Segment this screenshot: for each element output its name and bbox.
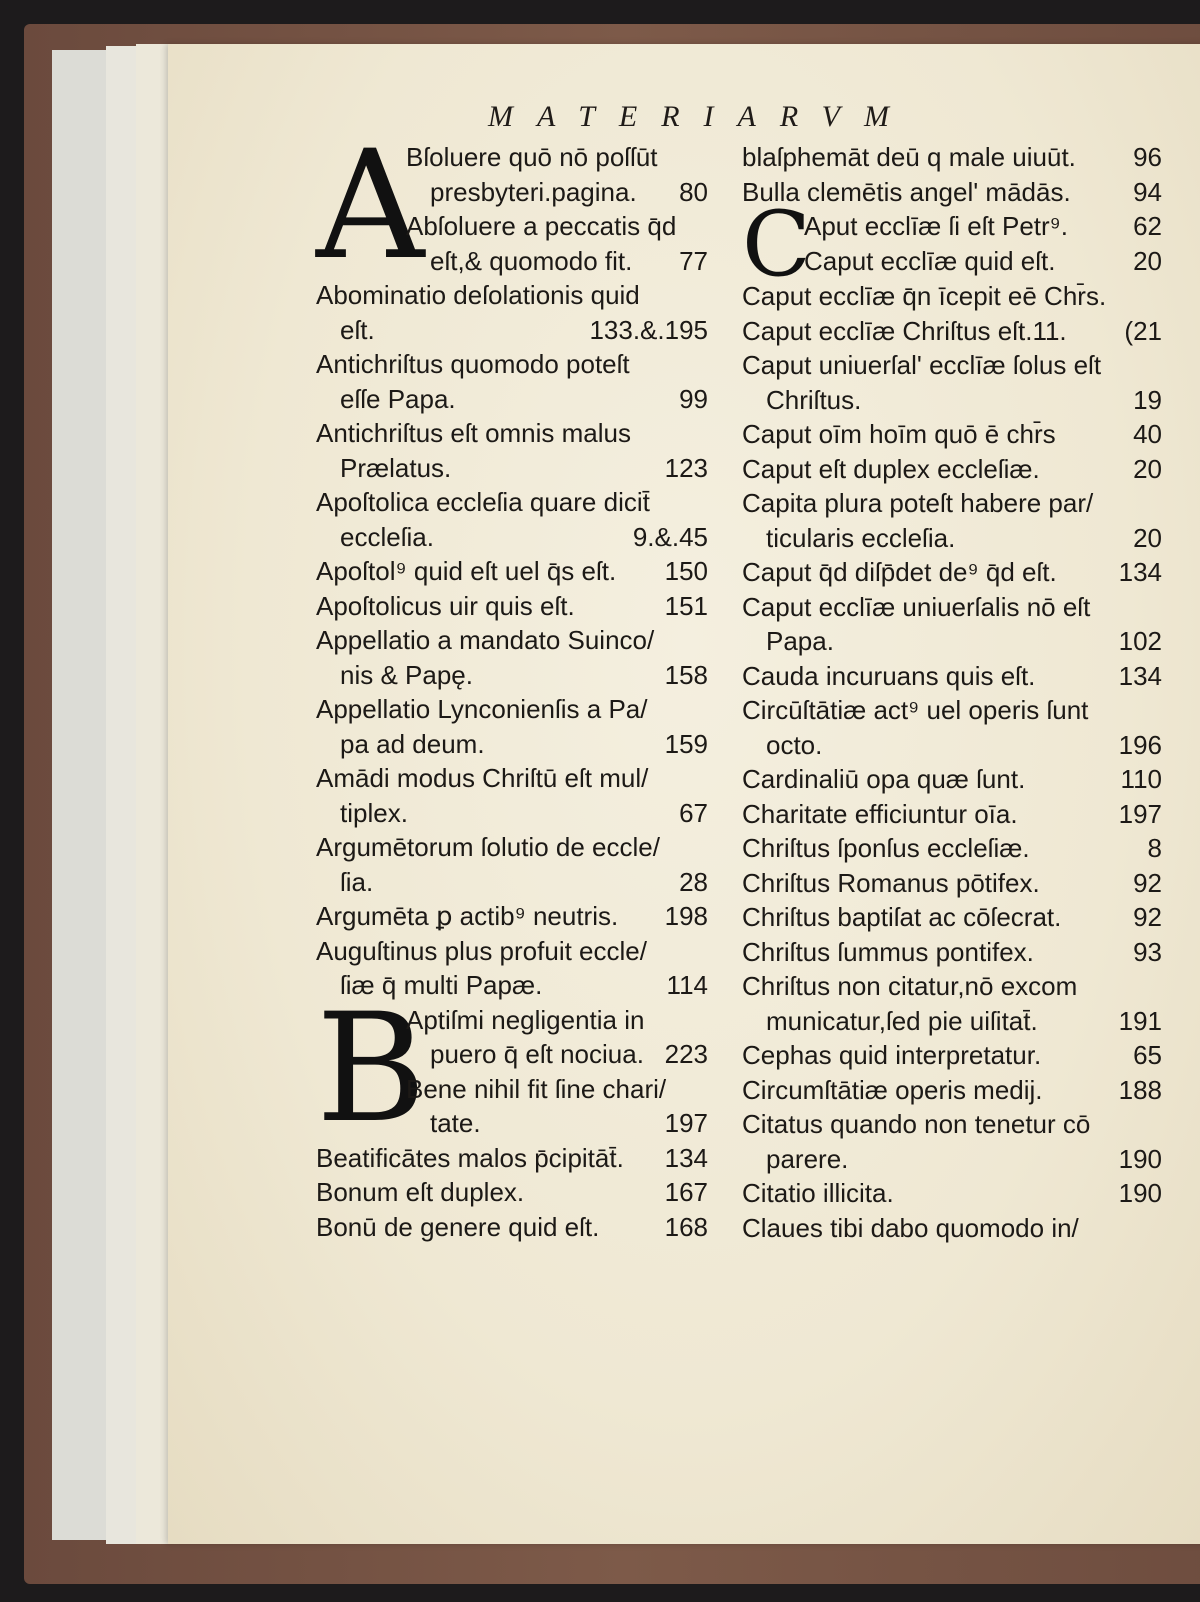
index-entry (742, 762, 1162, 797)
index-entry-line (742, 348, 1162, 383)
entry-text: eſſe Papa. (340, 383, 456, 414)
index-entry-line (742, 383, 1162, 418)
entry-text: Apoſtolicus uir quis eſt. (316, 590, 575, 621)
page-reference: 223 (664, 1039, 708, 1069)
page-reference: 20 (1133, 453, 1162, 484)
entry-text: Argumēta ꝑ actib⁹ neutris. (316, 901, 619, 931)
page-reference: 28 (679, 866, 708, 897)
index-entry (316, 830, 708, 899)
index-entry (316, 1210, 708, 1245)
drop-cap-entries (406, 140, 708, 278)
index-entry-line (804, 244, 1162, 279)
entry-text: Capita plura poteſt habere par/ (742, 488, 1094, 518)
index-entry (316, 347, 708, 416)
entry-text: Appellatio a mandato Suinco/ (316, 625, 655, 655)
index-entry-line (406, 1072, 708, 1107)
index-entry (742, 1107, 1162, 1176)
index-entry-line (316, 347, 708, 382)
running-head: MATERIARVM (488, 100, 913, 133)
index-entry (742, 590, 1162, 659)
drop-cap-initial: A (316, 119, 425, 293)
page-reference: 8 (1147, 833, 1162, 863)
index-entry-line (742, 555, 1162, 590)
entry-text: Bonū de genere quid eſt. (316, 1211, 600, 1242)
page-reference: 190 (1118, 1178, 1162, 1208)
index-entry-line (406, 1037, 708, 1072)
page-reference: 196 (1118, 729, 1162, 760)
index-entry-line (742, 659, 1162, 694)
page-reference: 198 (664, 901, 708, 931)
index-entry-line (316, 416, 708, 451)
drop-cap-entries (406, 1003, 708, 1141)
index-entry (406, 140, 708, 209)
entry-text: Chriſtus baptiſat ac cōſecrat. (742, 902, 1062, 932)
page-reference: (21 (1124, 315, 1162, 346)
page-reference: 133.&.195 (589, 314, 708, 345)
index-entry (316, 899, 708, 934)
entry-text: Chriſtus ſponſus eccleſiæ. (742, 833, 1030, 863)
drop-cap-entries (804, 209, 1162, 279)
entry-text: Charitate efficiuntur oīa. (742, 798, 1018, 829)
entry-text: Abſoluere a peccatis q̄d (406, 211, 677, 241)
entry-text: nis & Papę. (340, 659, 473, 690)
page-reference: 134 (1118, 557, 1162, 587)
entry-text: ſiæ q̄ multi Papæ. (340, 970, 543, 1000)
index-entry (316, 1175, 708, 1210)
entry-text: Aput ecclīæ ſi eſt Petr⁹. (804, 211, 1069, 241)
section-initial-block (316, 119, 708, 293)
index-entry (316, 692, 708, 761)
index-entry-line (742, 1038, 1162, 1073)
index-entry-line (742, 935, 1162, 970)
index-entry-line (742, 140, 1162, 175)
index-entry-line (316, 520, 708, 555)
page-reference: 102 (1118, 626, 1162, 656)
page-reference: 80 (679, 176, 708, 207)
entry-text: Abominatio deſolationis quid (316, 280, 640, 310)
index-entry-line (316, 796, 708, 831)
index-entry-line (316, 830, 708, 865)
index-entry-line (316, 313, 708, 348)
index-entry-line (742, 728, 1162, 763)
entry-text: ſia. (340, 866, 374, 897)
index-entry-line (742, 693, 1162, 728)
index-entry-line (742, 279, 1162, 314)
index-column-right (742, 140, 1162, 1245)
index-entry (742, 1211, 1162, 1246)
index-entry-line (316, 382, 708, 417)
page-reference: 92 (1133, 867, 1162, 898)
index-column-left (316, 119, 708, 1244)
entry-text: Claues tibi dabo quomodo in/ (742, 1212, 1079, 1243)
entry-text: Cauda incuruans quis eſt. (742, 660, 1036, 691)
index-entry-line (316, 761, 708, 796)
index-entry-line (406, 244, 708, 279)
entry-text: Chriſtus. (766, 384, 862, 415)
index-entry-line (316, 554, 708, 589)
index-entry-line (316, 451, 708, 486)
index-entry-line (316, 589, 708, 624)
entry-text: Chriſtus Romanus pōtifex. (742, 867, 1040, 898)
index-entry-line (742, 624, 1162, 659)
index-entry-line (406, 209, 708, 244)
entry-text: Circumſtātiæ operis medij. (742, 1074, 1043, 1105)
page-reference: 150 (664, 556, 708, 586)
entry-text: Cardinaliū opa quæ ſunt. (742, 764, 1026, 794)
index-entry-line (316, 623, 708, 658)
index-entry (742, 1073, 1162, 1108)
drop-cap-initial: B (316, 981, 427, 1156)
index-entry-line (742, 1107, 1162, 1142)
index-entry (406, 209, 708, 278)
page-reference: 99 (679, 383, 708, 414)
entry-text: blaſphemāt deū q male uiuūt. (742, 142, 1076, 172)
index-entry-line (742, 762, 1162, 797)
index-entry (406, 1072, 708, 1141)
index-entry (316, 278, 708, 347)
index-entry-line (742, 1073, 1162, 1108)
index-entry (804, 244, 1162, 279)
page-reference: 77 (679, 245, 708, 276)
page-reference: 96 (1133, 142, 1162, 172)
page-reference: 159 (664, 728, 708, 759)
index-entry (316, 1141, 708, 1176)
page-reference: 134 (1118, 660, 1162, 691)
page-reference: 158 (664, 659, 708, 690)
entry-text: Prælatus. (340, 452, 452, 483)
index-entry-line (316, 278, 708, 313)
index-entry (406, 1003, 708, 1072)
entry-text: Caput ecclīæ q̄n īcepit eē Chr̄s. (742, 281, 1107, 311)
page-reference: 93 (1133, 936, 1162, 967)
index-entry-line (742, 866, 1162, 901)
entry-text: Aptiſmi negligentia in (406, 1004, 645, 1035)
entry-text: Cephas quid interpretatur. (742, 1040, 1042, 1070)
index-entry-line (406, 175, 708, 210)
page-reference: 197 (1118, 798, 1162, 829)
entry-text: Citatus quando non tenetur cō (742, 1109, 1091, 1139)
entry-text: octo. (766, 729, 823, 760)
index-entry-line (316, 934, 708, 969)
entry-text: Apoſtolica eccleſia quare dicit̄ (316, 487, 650, 517)
index-entry (742, 866, 1162, 901)
index-entry (742, 935, 1162, 970)
entry-text: eccleſia. (340, 521, 434, 552)
entry-text: tate. (430, 1108, 481, 1138)
entry-text: Caput ecclīæ uniuerſalis nō eſt (742, 591, 1091, 622)
page-reference: 110 (1120, 764, 1162, 794)
index-entry-line (742, 831, 1162, 866)
index-entry-line (742, 486, 1162, 521)
index-entry-line (406, 140, 708, 175)
index-entry (742, 797, 1162, 832)
page-reference: 40 (1133, 419, 1162, 449)
index-entry (316, 623, 708, 692)
entry-text: Papa. (766, 626, 834, 656)
entry-text: Caput ecclīæ quid eſt. (804, 245, 1056, 276)
entry-text: eſt,& quomodo fit. (430, 245, 633, 276)
page-reference: 19 (1133, 384, 1162, 415)
index-entry-line (316, 1210, 708, 1245)
page-reference: 67 (679, 797, 708, 828)
page-reference: 190 (1118, 1143, 1162, 1174)
page-reference: 168 (664, 1211, 708, 1242)
index-entry (742, 831, 1162, 866)
index-entry-line (742, 314, 1162, 349)
entry-text: Beatificātes malos p̄cipitāt̄. (316, 1142, 624, 1173)
index-entry (742, 314, 1162, 349)
index-entry-line (316, 485, 708, 520)
entry-text: Amādi modus Chriſtū eſt mul/ (316, 763, 649, 793)
index-entry (742, 1176, 1162, 1211)
entry-text: Bonum eſt duplex. (316, 1177, 525, 1207)
page-reference: 20 (1133, 245, 1162, 276)
entry-text: Appellatio Lynconienſis a Pa/ (316, 694, 648, 724)
page-reference: 65 (1133, 1040, 1162, 1070)
index-entry-line (742, 1211, 1162, 1246)
index-entry (742, 348, 1162, 417)
index-entry (804, 209, 1162, 244)
index-entry (742, 659, 1162, 694)
page-reference: 9.&.45 (632, 521, 708, 552)
entry-text: presbyteri.pagina. (430, 176, 637, 207)
page-reference: 151 (664, 590, 708, 621)
entry-text: Caput oīm hoīm quō ē chr̄s (742, 419, 1056, 449)
index-entry-line (406, 1003, 708, 1038)
entry-text: Antichriſtus eſt omnis malus (316, 418, 631, 448)
index-entry-line (316, 692, 708, 727)
page-reference: 197 (664, 1108, 708, 1138)
entry-text: Citatio illicita. (742, 1178, 894, 1208)
index-entry (742, 417, 1162, 452)
page-reference: 62 (1133, 211, 1162, 241)
entry-text: pa ad deum. (340, 728, 485, 759)
entry-text: municatur,ſed pie uiſitat̄. (766, 1005, 1038, 1036)
page-reference: 114 (666, 970, 708, 1000)
entry-text: eſt. (340, 314, 375, 345)
index-entry-line (316, 865, 708, 900)
entry-text: Argumētorum ſolutio de eccle/ (316, 832, 660, 862)
entry-text: parere. (766, 1143, 849, 1174)
index-entry-line (742, 900, 1162, 935)
index-entry (316, 554, 708, 589)
entry-text: Caput eſt duplex eccleſiæ. (742, 453, 1040, 484)
index-entry-line (316, 727, 708, 762)
index-entry-line (742, 1142, 1162, 1177)
index-entry-line (406, 1106, 708, 1141)
page-reference: 134 (664, 1142, 708, 1173)
entry-text: Chriſtus ſummus pontifex. (742, 936, 1034, 967)
index-entry (316, 416, 708, 485)
index-entry (742, 969, 1162, 1038)
index-entry (742, 900, 1162, 935)
index-entry (742, 486, 1162, 555)
index-entry-line (742, 452, 1162, 487)
index-entry (742, 693, 1162, 762)
index-entry-line (742, 1176, 1162, 1211)
page-reference: 191 (1118, 1005, 1162, 1036)
index-entry (316, 761, 708, 830)
entry-text: Caput uniuerſal' ecclīæ ſolus eſt (742, 350, 1102, 380)
page-reference: 94 (1133, 176, 1162, 207)
entry-text: Caput q̄d diſp̄det de⁹ q̄d eſt. (742, 557, 1057, 587)
drop-cap-initial: C (742, 192, 811, 297)
entry-text: Bulla clemētis angel' mādās. (742, 176, 1071, 207)
page-reference: 167 (664, 1177, 708, 1207)
page-reference: 92 (1133, 902, 1162, 932)
entry-text: Apoſtol⁹ quid eſt uel q̄s eſt. (316, 556, 617, 586)
book-page (168, 44, 1200, 1544)
index-entry (742, 452, 1162, 487)
index-entry-line (316, 658, 708, 693)
index-entry-line (742, 797, 1162, 832)
index-entry (742, 1038, 1162, 1073)
index-entry (316, 589, 708, 624)
entry-text: puero q̄ eſt nociua. (430, 1039, 644, 1069)
index-entry-line (742, 521, 1162, 556)
index-entry (742, 279, 1162, 314)
entry-text: Bſoluere quō nō poſſūt (406, 142, 658, 172)
entry-text: Auguſtinus plus profuit eccle/ (316, 935, 647, 966)
index-entry-line (742, 590, 1162, 625)
page-reference: 20 (1133, 522, 1162, 553)
index-entry (742, 555, 1162, 590)
index-entry-line (742, 969, 1162, 1004)
index-entry (316, 485, 708, 554)
page-reference: 188 (1118, 1074, 1162, 1105)
entry-text: Caput ecclīæ Chriſtus eſt.11. (742, 315, 1067, 346)
index-entry (742, 140, 1162, 175)
index-entry-line (316, 899, 708, 934)
index-entry-line (742, 1004, 1162, 1039)
entry-text: Circūſtātiæ act⁹ uel operis ſunt (742, 695, 1089, 725)
index-entry-line (804, 209, 1162, 244)
index-entry-line (316, 1141, 708, 1176)
entry-text: ticularis eccleſia. (766, 522, 956, 553)
index-entry-line (742, 417, 1162, 452)
index-entry-line (316, 1175, 708, 1210)
entry-text: Chriſtus non citatur,nō excom (742, 971, 1078, 1001)
entry-text: Bene nihil fit ſine chari/ (406, 1073, 667, 1104)
page-reference: 123 (664, 452, 708, 483)
entry-text: tiplex. (340, 797, 408, 828)
entry-text: Antichriſtus quomodo poteſt (316, 349, 630, 379)
